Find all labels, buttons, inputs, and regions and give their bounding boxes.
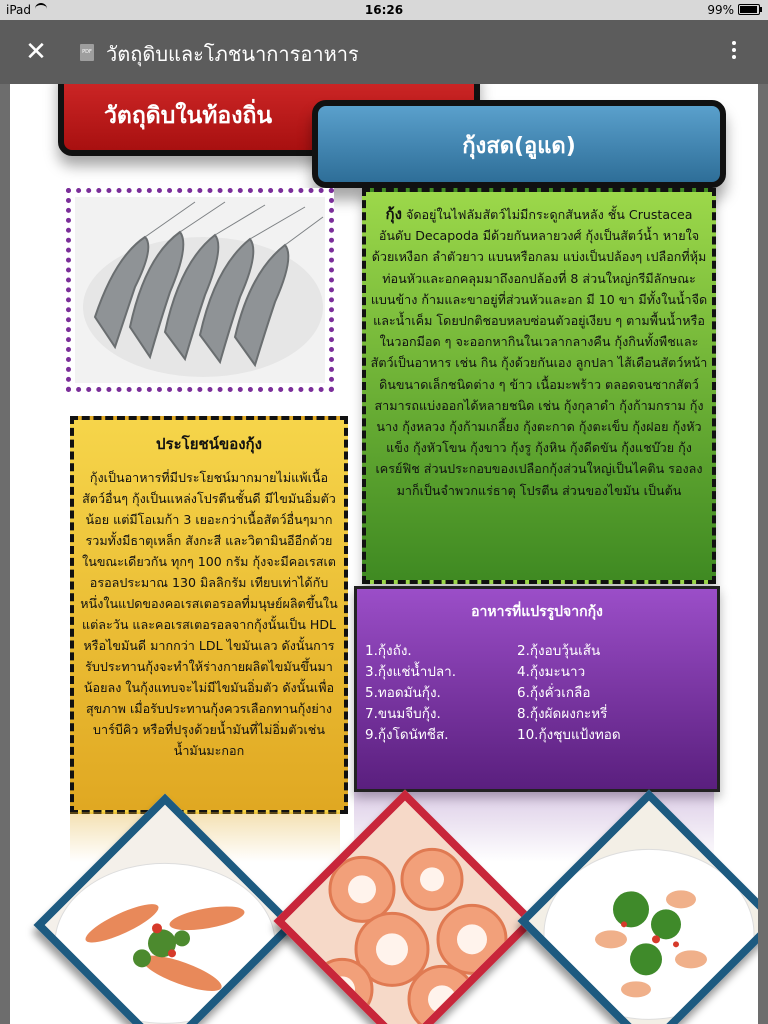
raw-shrimp-image [75, 197, 325, 383]
more-options-button[interactable] [722, 38, 746, 68]
close-button[interactable] [20, 36, 52, 68]
clock: 16:26 [364, 3, 404, 17]
shrimp-benefits-panel [70, 416, 348, 814]
description-text-block [366, 192, 712, 501]
battery-status [707, 3, 760, 17]
dish-item: 2.กุ้งอบวุ้นเส้น [517, 643, 601, 659]
document-title: วัตถุดิบและโภชนาการอาหาร [106, 42, 359, 66]
device-name: iPad [6, 3, 32, 17]
document-page[interactable] [10, 84, 758, 1024]
dishes-title: อาหารที่แปรรูปจากกุ้ง [471, 604, 603, 620]
dish-item: 1.กุ้งถัง. [365, 643, 412, 659]
more-dot-icon [732, 48, 736, 52]
status-bar [0, 0, 768, 20]
more-dot-icon [732, 55, 736, 59]
description-lead: กุ้ง [385, 205, 402, 223]
dish-item: 4.กุ้งมะนาว [517, 664, 586, 680]
dish-item: 10.กุ้งชุบแป้งทอด [517, 727, 621, 743]
fresh-shrimp-banner [312, 100, 726, 188]
dish-item: 8.กุ้งผัดผงกะหรี่ [517, 706, 608, 722]
benefits-title: ประโยชน์ของกุ้ง [156, 435, 262, 453]
shrimp-dishes-panel [354, 586, 720, 792]
battery-icon [738, 4, 760, 15]
benefits-text: กุ้งเป็นอาหารที่มีประโยชน์มากมายไม่แพ้เนื้อสัตว์อื่นๆ กุ้งเป็นแหล่งโปรตีนชั้นดี มีไขมันอิ่มตัวน้อย แต่มีโอเมก้า 3 เยอะกว่าเนื้อสัตว์อื่นๆมาก รวมทั้งมีธาตุเหล็ก สังกะสี และวิตามินอีอีกด้วย ในขณะเดียวกัน ทุกๆ 100 กรัม กุ้งจะมีคอเรสเตอรอลประมาณ 130 มิลลิกรัม เทียบเท่าได้กับหนึ่งในแปดของคอเรสเตอรอลที่มนุษย์ผลิตขึ้นในแต่ละวัน และคอเรสเตอรอลจากกุ้งนั้นเป็น HDL หรือไขมันดี มากกว่า LDL ไขมันเลว ดังนั้นการรับประทานกุ้งจะทำให้ร่างกายผลิตไขมันขึ้นมาน้อยลง ในกุ้งแทบจะไม่มีไขมันอิ่มตัว ดังนั้นเพื่อสุขภาพ เมื่อรับประทานกุ้งควรเลือกทานกุ้งย่าง บาร์บีคิว หรือที่ปรุงด้วยน้ำมันที่ไม่อิ่มตัวเช่นน้ำมันมะกอก [80, 470, 338, 758]
dish-item: 9.กุ้งโดนัทชีส. [365, 727, 449, 743]
viewer-toolbar [0, 20, 768, 84]
dish-item: 5.ทอดมันกุ้ง. [365, 685, 441, 701]
dish-item: 6.กุ้งคั่วเกลือ [517, 685, 591, 701]
dish-item: 3.กุ้งแช่น้ำปลา. [365, 664, 457, 680]
description-text: จัดอยู่ในไฟลัมสัตว์ไม่มีกระดูกสันหลัง ชั้น Crustacea อันดับ Decapoda มีด้วยกันหลายวงศ์ กุ้งเป็นสัตว์น้ำ หายใจด้วยเหงือก ลำตัวยาว แบนหรือกลม แบ่งเป็นปล้องๆ เปลือกที่หุ้มท่อนหัวและอกคลุมมาถึงอกปล้องที่ 8 ส่วนใหญ่กรีมีลักษณะแบนข้าง ก้ามและขาอยู่ที่ส่วนหัวและอก มี 10 ขา มีทั้งในน้ำจืดและน้ำเค็ม โดยปกติชอบหลบซ่อนตัวอยู่เงียบ ๆ ตามพื้นน้ำหรือในวอกมีอด ๆ จะออกหากินในเวลากลางคืน กุ้งกินทั้งพืชและสัตว์เป็นอาหาร เช่น กิน กุ้งด้วยกันเอง ลูกปลา ไส้เดือนสัตว์หน้าดินขนาดเล็กชนิดต่าง ๆ ข้าว เนื้อมะพร้าว ตลอดจนซากสัตว์ สามารถแบ่งออกได้หลายชนิด เช่น กุ้งกุลาดำ กุ้งก้ามกราม กุ้งนาง กุ้งหลวง กุ้งก้ามเกลี้ยง กุ้งตะกาด กุ้งตะเข็บ กุ้งฝอย กุ้งหัวแข็ง กุ้งหัวโขน กุ้งขาว กุ้งรู กุ้งหิน กุ้งดีดขัน กุ้งแชบ๊วย กุ้งเครย์ฟิช ส่วนประกอบของเปลือกกุ้งส่วนใหญ่เป็นไคติน รองลงมาก็เป็นจำพวกแร่ธาตุ โปรตีน ส่วนของไขมัน เป็นต้น [370, 207, 708, 498]
shrimp-description-panel [362, 188, 716, 584]
close-icon: ✕ [25, 37, 47, 67]
more-dot-icon [732, 41, 736, 45]
battery-percent: 99% [707, 3, 734, 17]
fresh-shrimp-heading: กุ้งสด(อูแด) [462, 134, 576, 159]
dish-item: 7.ขนมจีบกุ้ง. [365, 706, 441, 722]
shrimp-photo-frame [66, 188, 334, 392]
local-ingredients-heading: วัตถุดิบในท้องถิ่น [104, 103, 273, 129]
pdf-file-icon: PDF [80, 44, 94, 61]
